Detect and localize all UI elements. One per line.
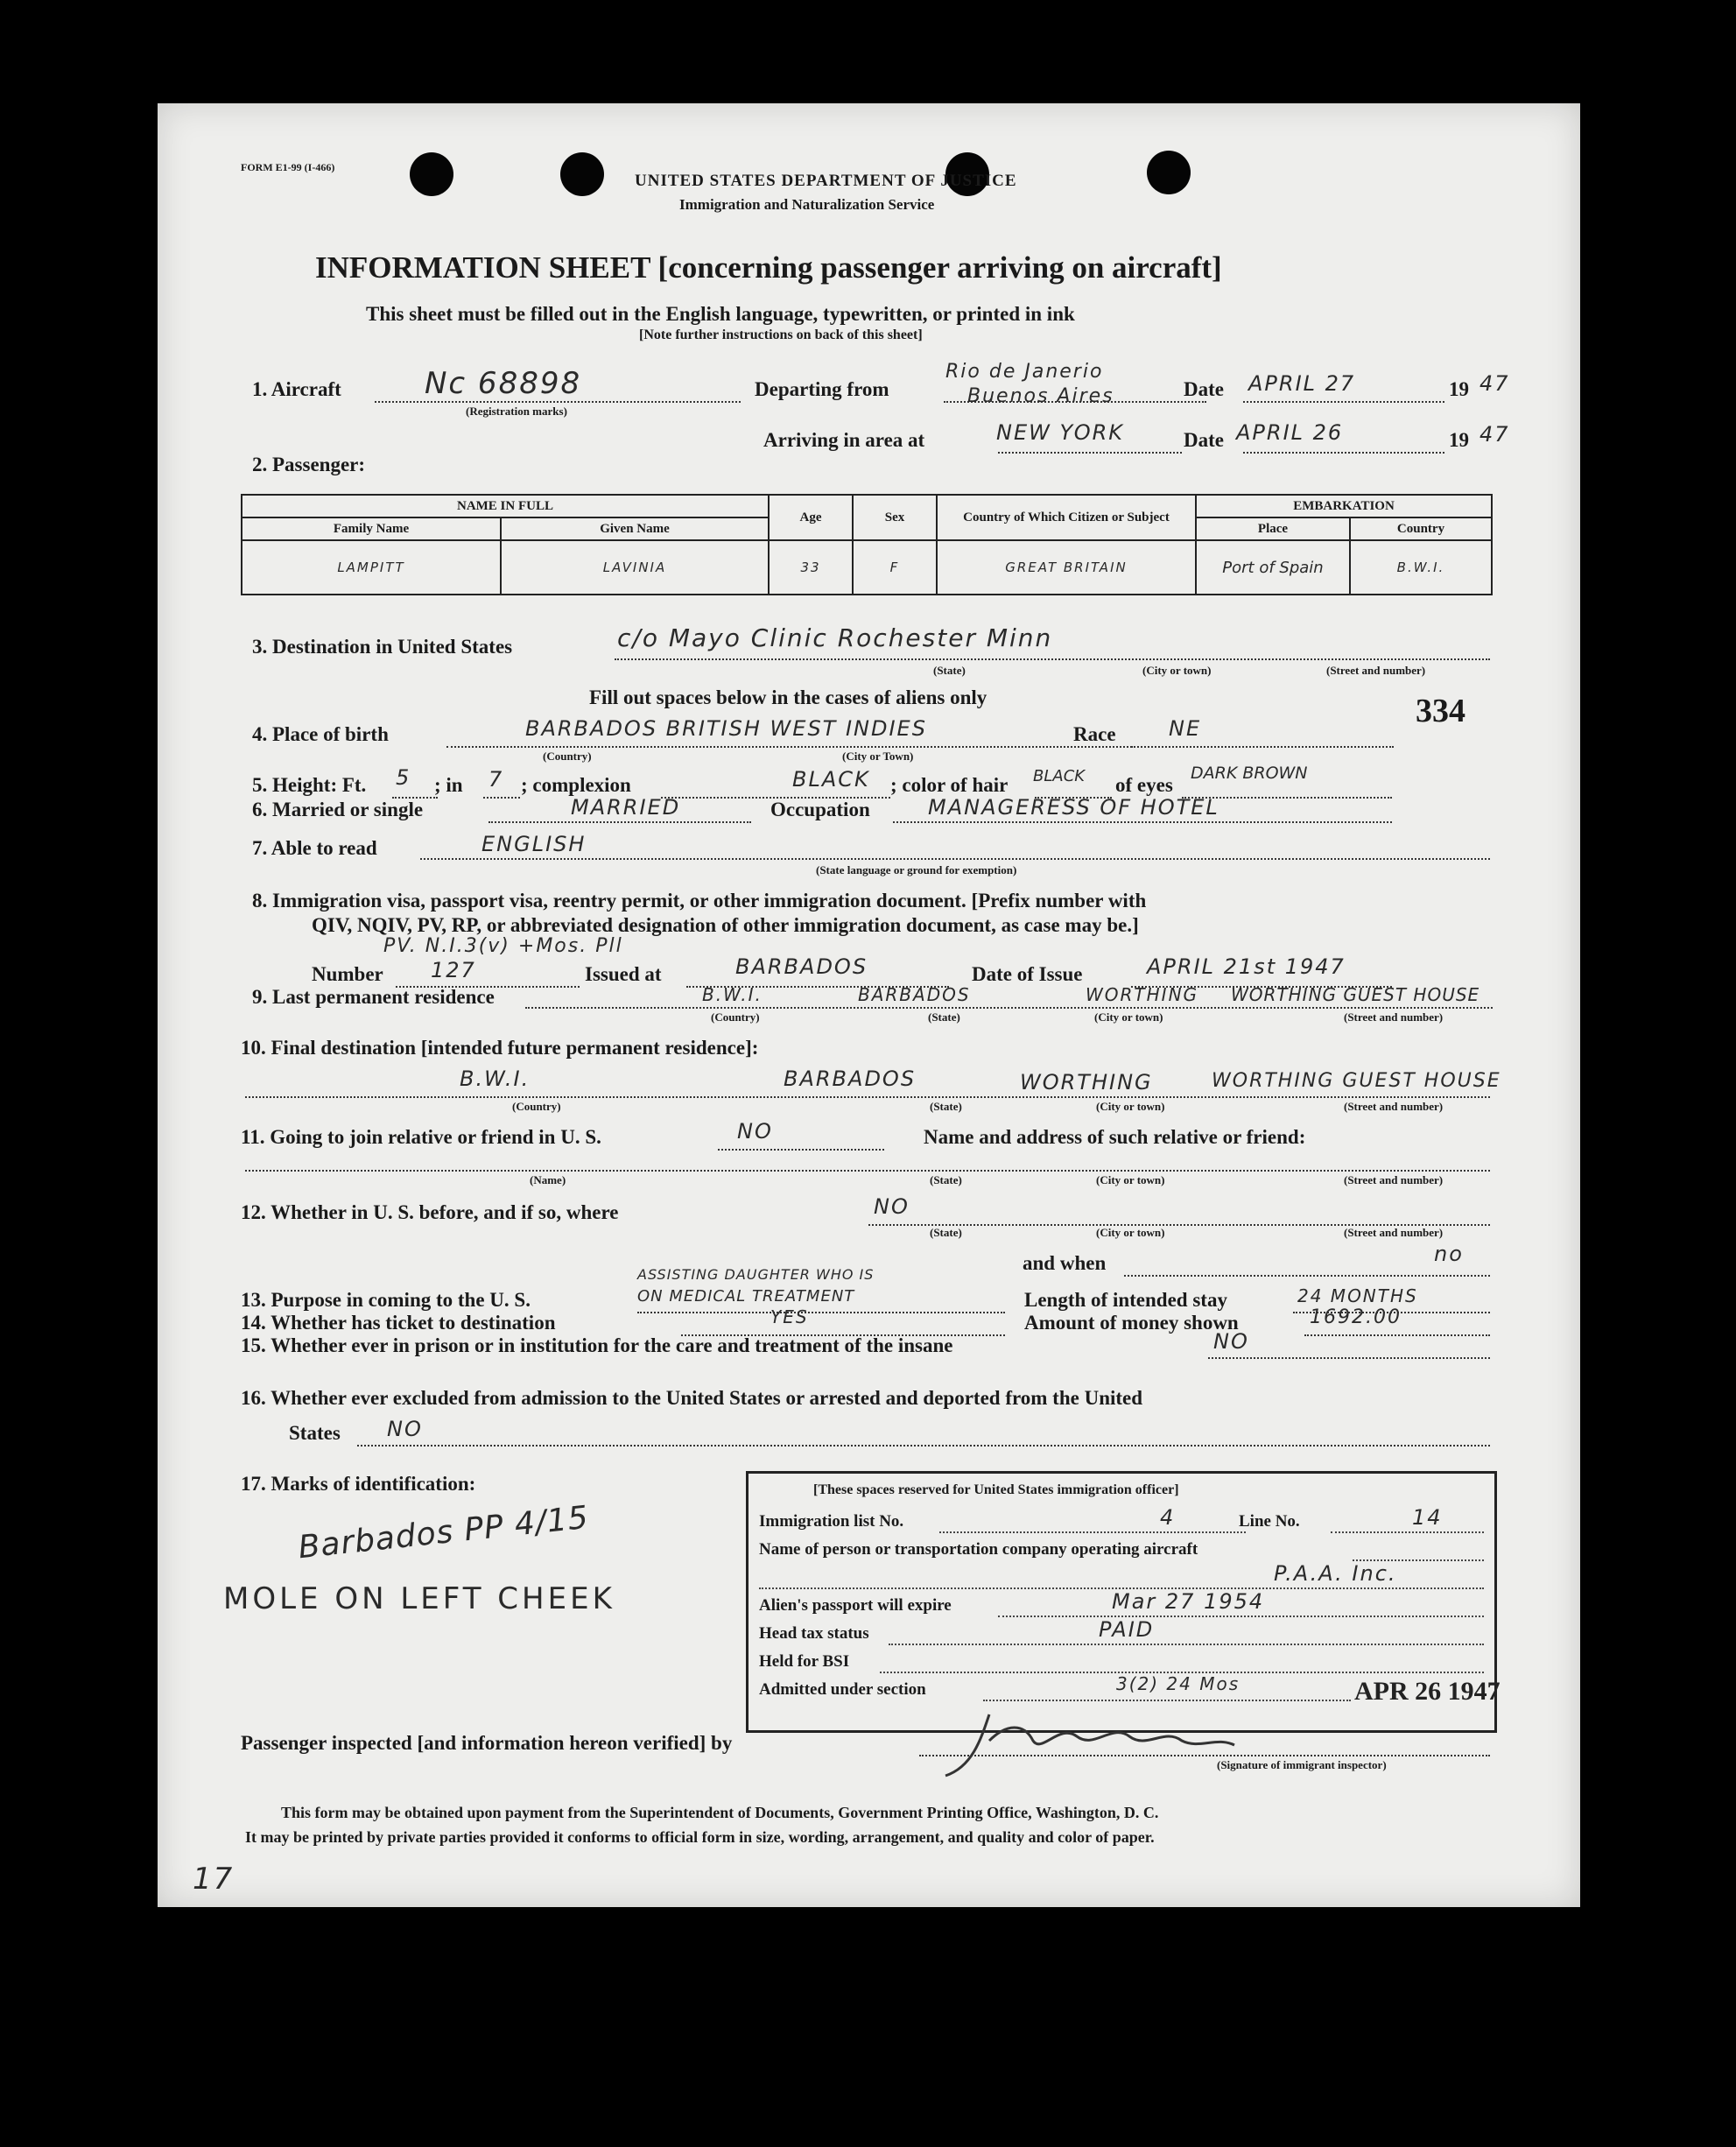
- money-label: Amount of money shown: [1024, 1312, 1239, 1334]
- form-sheet: [158, 103, 1580, 1907]
- marks-value: MOLE ON LEFT CHEEK: [223, 1581, 615, 1616]
- corner-mark: 17: [193, 1862, 235, 1897]
- page-title: INFORMATION SHEET [concerning passenger arriving on aircraft]: [315, 250, 1222, 285]
- departing-year: 47: [1479, 371, 1510, 396]
- given-name-value: LAVINIA: [501, 540, 769, 595]
- birth-label: 4. Place of birth: [252, 723, 389, 745]
- arriving-value: NEW YORK: [996, 420, 1125, 445]
- departing-date: APRIL 27: [1248, 371, 1356, 396]
- sex-header: Sex: [853, 495, 937, 540]
- company-value: P.A.A. Inc.: [1274, 1561, 1397, 1586]
- date-label-2: Date: [1184, 429, 1224, 451]
- country-header: Country: [1350, 517, 1492, 540]
- departing-value: Rio de Janerio: [945, 361, 1104, 383]
- issued-label: Issued at: [585, 963, 662, 985]
- inspector-signature: [937, 1706, 1252, 1784]
- visa-line-2: QIV, NQIV, PV, RP, or abbreviated designation of other immigration document, as case may be.]: [312, 914, 1139, 936]
- when-value: no: [1434, 1242, 1464, 1266]
- height-inches: 7: [488, 767, 504, 792]
- given-name-header: Given Name: [501, 517, 769, 540]
- aircraft-label: 1. Aircraft: [252, 378, 341, 400]
- departing-alt: Buenos Aires: [967, 385, 1114, 407]
- punch-hole-1: [410, 152, 453, 196]
- join-state-caption: (State): [930, 1173, 962, 1186]
- join-label: 11. Going to join relative or friend in U. S.: [241, 1126, 601, 1148]
- punch-hole-4: [1147, 151, 1191, 194]
- occupation-value: MANAGERESS OF HOTEL: [928, 795, 1219, 820]
- before-label: 12. Whether in U. S. before, and if so, where: [241, 1201, 619, 1223]
- name-in-full-header: NAME IN FULL: [242, 495, 769, 517]
- final-label: 10. Final destination [intended future permanent residence]:: [241, 1037, 759, 1059]
- family-name-header: Family Name: [242, 517, 501, 540]
- read-caption: (State language or ground for exemption): [816, 863, 1017, 876]
- race-value: NE: [1169, 716, 1202, 741]
- residence-country: B.W.I.: [702, 984, 763, 1005]
- tax-label: Head tax status: [759, 1624, 869, 1643]
- residence-country-caption: (Country): [711, 1010, 760, 1024]
- ticket-label: 14. Whether has ticket to destination: [241, 1312, 556, 1334]
- issue-date-value: APRIL 21st 1947: [1147, 954, 1346, 979]
- inspected-label: Passenger inspected [and information hereon verified] by: [241, 1732, 733, 1754]
- birth-value: BARBADOS BRITISH WEST INDIES: [525, 716, 927, 741]
- before-state-caption: (State): [930, 1226, 962, 1239]
- money-value: 1692.00: [1310, 1306, 1402, 1328]
- visa-number: 127: [431, 958, 476, 982]
- destination-state-caption: (State): [933, 664, 966, 677]
- issue-date-label: Date of Issue: [972, 963, 1083, 985]
- arriving-year: 47: [1479, 422, 1510, 447]
- footer-line-2: It may be printed by private parties provided it conforms to official form in size, wording, arrangement, and quality and color of paper.: [245, 1828, 1155, 1846]
- passenger-table: [241, 494, 1493, 595]
- embarkation-header: EMBARKATION: [1196, 495, 1492, 517]
- ticket-value: YES: [770, 1306, 809, 1327]
- age-header: Age: [769, 495, 853, 540]
- destination-city-caption: (City or town): [1142, 664, 1212, 677]
- year-prefix-1: 19: [1449, 378, 1469, 400]
- tax-value: PAID: [1099, 1617, 1155, 1642]
- departing-label: Departing from: [755, 378, 889, 400]
- visa-annotation: PV. N.I.3(v) +Mos. Pll: [383, 935, 623, 957]
- height-label: 5. Height: Ft.: [252, 774, 367, 796]
- final-state: BARBADOS: [784, 1066, 917, 1091]
- family-name-value: LAMPITT: [242, 540, 501, 595]
- final-city-caption: (City or town): [1096, 1100, 1165, 1113]
- expire-label: Alien's passport will expire: [759, 1596, 952, 1615]
- join-street-caption: (Street and number): [1344, 1173, 1444, 1186]
- aircraft-value: Nc 68898: [425, 366, 582, 401]
- eyes-value: DARK BROWN: [1191, 764, 1308, 783]
- line-label: Line No.: [1239, 1512, 1300, 1531]
- bsi-label: Held for BSI: [759, 1652, 850, 1671]
- before-street-caption: (Street and number): [1344, 1226, 1444, 1239]
- date-label-1: Date: [1184, 378, 1224, 400]
- officer-box: [746, 1471, 1501, 1733]
- prison-label: 15. Whether ever in prison or in institution for the care and treatment of the insane: [241, 1334, 953, 1356]
- destination-label: 3. Destination in United States: [252, 636, 513, 658]
- section-label: Admitted under section: [759, 1680, 926, 1699]
- visa-line-1: 8. Immigration visa, passport visa, reentry permit, or other immigration document. [Prefix number with: [252, 890, 1147, 912]
- race-label: Race: [1073, 723, 1116, 745]
- arriving-label: Arriving in area at: [763, 429, 925, 451]
- company-label: Name of person or transportation company operating aircraft: [759, 1540, 1198, 1559]
- admission-stamp: APR 26 1947: [1354, 1677, 1501, 1706]
- stay-label: Length of intended stay: [1024, 1289, 1227, 1311]
- read-value: ENGLISH: [481, 832, 587, 856]
- complexion-value: BLACK: [792, 767, 870, 792]
- expire-value: Mar 27 1954: [1112, 1589, 1265, 1614]
- marks-note: Barbados PP 4/15: [296, 1499, 591, 1566]
- residence-state: BARBADOS: [858, 984, 971, 1005]
- before-city-caption: (City or town): [1096, 1226, 1165, 1239]
- inspector-caption: (Signature of immigrant inspector): [1217, 1758, 1387, 1771]
- instruction-text: This sheet must be filled out in the English language, typewritten, or printed in ink: [366, 303, 1075, 325]
- height-ft: 5: [396, 765, 411, 790]
- final-country-caption: (Country): [512, 1100, 561, 1113]
- final-state-caption: (State): [930, 1100, 962, 1113]
- birth-city-caption: (City or Town): [842, 750, 914, 763]
- destination-street-caption: (Street and number): [1326, 664, 1426, 677]
- arriving-date: APRIL 26: [1236, 420, 1344, 445]
- age-value: 33: [769, 540, 853, 595]
- visa-number-label: Number: [312, 963, 383, 985]
- list-value: 4: [1160, 1505, 1176, 1530]
- marks-label: 17. Marks of identification:: [241, 1473, 476, 1495]
- before-value: NO: [874, 1194, 910, 1219]
- line-value: 14: [1412, 1505, 1443, 1530]
- embark-place-value: Port of Spain: [1196, 540, 1350, 595]
- department-name: UNITED STATES DEPARTMENT OF JUSTICE: [635, 172, 1017, 190]
- punch-hole-2: [560, 152, 604, 196]
- aliens-note: Fill out spaces below in the cases of aliens only: [589, 686, 987, 708]
- inches-label: ; in: [434, 774, 463, 796]
- residence-street: WORTHING GUEST HOUSE: [1231, 984, 1480, 1005]
- join-name-caption: (Name): [530, 1173, 566, 1186]
- citizen-value: GREAT BRITAIN: [937, 540, 1196, 595]
- married-value: MARRIED: [571, 795, 681, 820]
- form-number: FORM E1-99 (I-466): [241, 161, 335, 173]
- read-label: 7. Able to read: [252, 837, 377, 859]
- residence-state-caption: (State): [928, 1010, 960, 1024]
- join-value: NO: [737, 1119, 773, 1144]
- passenger-label: 2. Passenger:: [252, 454, 366, 475]
- stay-value: 24 MONTHS: [1297, 1285, 1418, 1306]
- excluded-line-2: States: [289, 1422, 341, 1444]
- place-header: Place: [1196, 517, 1350, 540]
- footer-line-1: This form may be obtained upon payment from the Superintendent of Documents, Government Printing Office, Washington, D. C.: [281, 1804, 1159, 1821]
- destination-value: c/o Mayo Clinic Rochester Minn: [617, 623, 1053, 652]
- residence-label: 9. Last permanent residence: [252, 986, 495, 1008]
- service-name: Immigration and Naturalization Service: [679, 196, 935, 213]
- purpose-label: 13. Purpose in coming to the U. S.: [241, 1289, 531, 1311]
- registration-caption: (Registration marks): [466, 405, 567, 418]
- residence-city-caption: (City or town): [1094, 1010, 1163, 1024]
- excluded-value: NO: [387, 1417, 423, 1441]
- purpose-value: ON MEDICAL TREATMENT: [637, 1287, 855, 1306]
- hair-label: ; color of hair: [890, 774, 1009, 796]
- join-name-label: Name and address of such relative or friend:: [924, 1126, 1306, 1148]
- birth-country-caption: (Country): [543, 750, 592, 763]
- hair-value: BLACK: [1033, 767, 1086, 785]
- residence-street-caption: (Street and number): [1344, 1010, 1444, 1024]
- final-street-caption: (Street and number): [1344, 1100, 1444, 1113]
- purpose-value-top: ASSISTING DAUGHTER WHO IS: [637, 1266, 875, 1283]
- eyes-label: of eyes: [1115, 774, 1173, 796]
- occupation-label: Occupation: [770, 799, 870, 820]
- join-city-caption: (City or town): [1096, 1173, 1165, 1186]
- issued-value: BARBADOS: [735, 954, 868, 979]
- instruction-note: [Note further instructions on back of this sheet]: [639, 327, 923, 342]
- year-prefix-2: 19: [1449, 429, 1469, 451]
- when-label: and when: [1023, 1252, 1107, 1274]
- page-number: 334: [1416, 693, 1465, 729]
- final-city: WORTHING: [1020, 1070, 1153, 1095]
- final-street: WORTHING GUEST HOUSE: [1212, 1070, 1501, 1092]
- excluded-line-1: 16. Whether ever excluded from admission to the United States or arrested and deported from the United: [241, 1387, 1143, 1409]
- residence-city: WORTHING: [1086, 984, 1199, 1005]
- final-country: B.W.I.: [460, 1066, 531, 1091]
- married-label: 6. Married or single: [252, 799, 424, 820]
- embark-country-value: B.W.I.: [1350, 540, 1492, 595]
- section-value: 3(2) 24 Mos: [1116, 1673, 1241, 1694]
- prison-value: NO: [1213, 1329, 1249, 1354]
- list-label: Immigration list No.: [759, 1512, 904, 1531]
- citizen-header: Country of Which Citizen or Subject: [937, 495, 1196, 540]
- complexion-label: ; complexion: [521, 774, 631, 796]
- officer-header: [These spaces reserved for United States immigration officer]: [813, 1482, 1179, 1497]
- sex-value: F: [853, 540, 937, 595]
